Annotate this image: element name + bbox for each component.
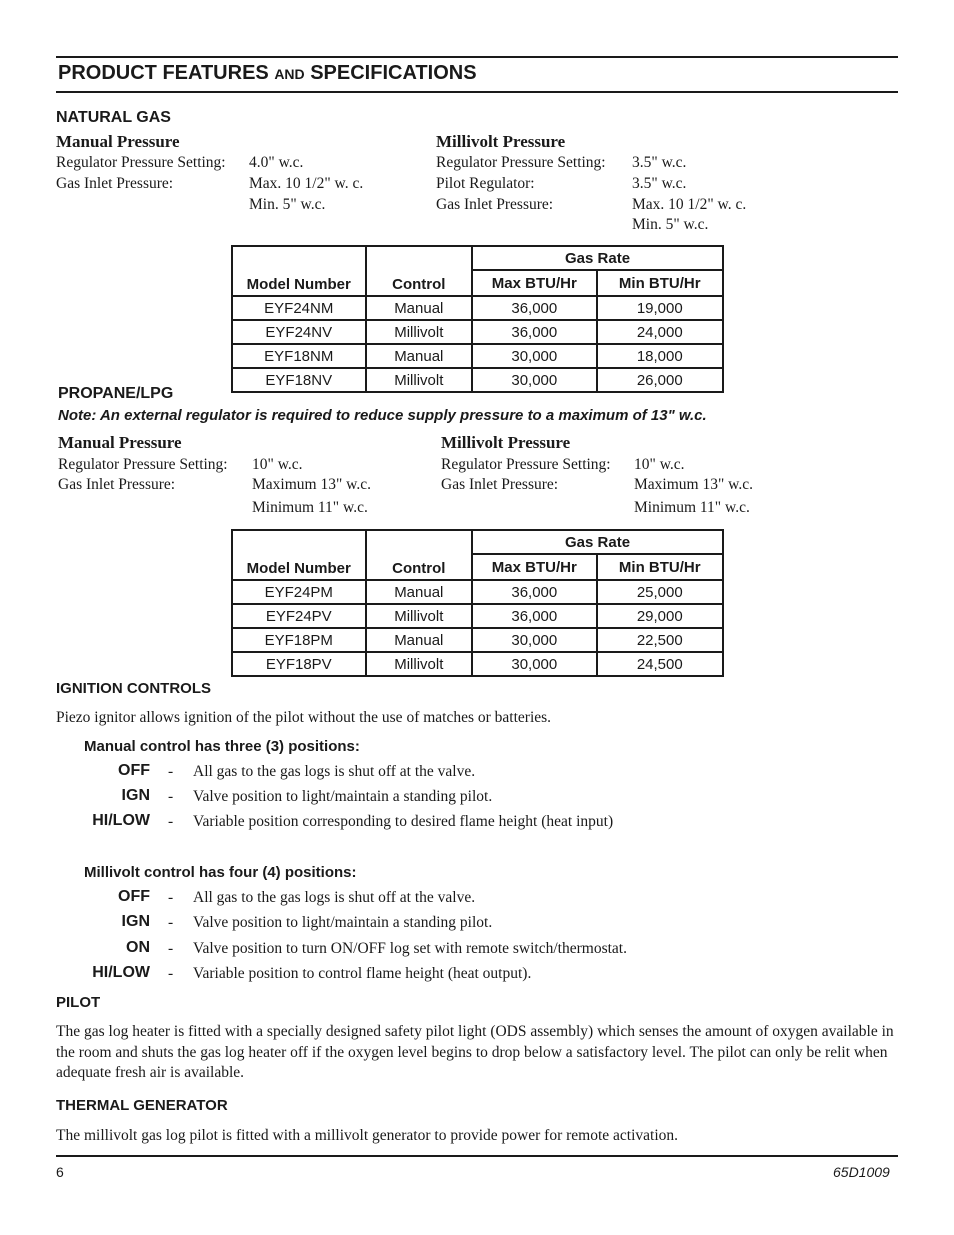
millivolt-control-heading: Millivolt control has four (4) positions: <box>84 864 357 881</box>
position-desc: Variable position to control flame height (heat output). <box>193 965 532 982</box>
ng-millivolt-reg-value: 3.5" w.c. <box>632 154 687 171</box>
col-header-gas-rate: Gas Rate <box>472 530 723 554</box>
col-header-model: Model Number <box>232 246 366 296</box>
top-rule <box>56 56 898 58</box>
lp-millivolt-inlet-min: Minimum 11" w.c. <box>634 499 750 516</box>
pilot-heading: PILOT <box>56 994 101 1011</box>
cell-min: 18,000 <box>597 344 723 368</box>
cell-model: EYF24PM <box>232 580 366 604</box>
table-row <box>232 580 723 604</box>
col-header-max: Max BTU/Hr <box>472 554 596 580</box>
ng-manual-reg-label: Regulator Pressure Setting: <box>56 154 226 171</box>
natural-gas-table <box>231 245 724 393</box>
cell-control: Manual <box>366 296 473 320</box>
cell-model: EYF24NM <box>232 296 366 320</box>
col-header-model: Model Number <box>232 530 366 580</box>
position-dash: - <box>168 889 174 906</box>
cell-max: 36,000 <box>472 296 596 320</box>
footer-rule <box>56 1155 898 1157</box>
lp-manual-inlet-max: Maximum 13" w.c. <box>252 476 371 493</box>
page-number: 6 <box>56 1164 64 1180</box>
lp-manual-reg-label: Regulator Pressure Setting: <box>58 456 228 473</box>
cell-max: 36,000 <box>472 320 596 344</box>
position-dash: - <box>168 914 174 931</box>
cell-control: Millivolt <box>366 320 473 344</box>
cell-model: EYF18NM <box>232 344 366 368</box>
lp-manual-reg-value: 10" w.c. <box>252 456 303 473</box>
position-desc: Valve position to light/maintain a standing pilot. <box>193 788 493 805</box>
position-desc: Variable position corresponding to desired flame height (heat input) <box>193 813 614 830</box>
lp-manual-inlet-min: Minimum 11" w.c. <box>252 499 368 516</box>
lp-manual-inlet-label: Gas Inlet Pressure: <box>58 476 176 493</box>
ignition-intro: Piezo ignitor allows ignition of the pilot without the use of matches or batteries. <box>56 709 552 726</box>
cell-min: 22,500 <box>597 628 723 652</box>
ng-manual-inlet-max: Max. 10 1/2" w. c. <box>249 175 364 192</box>
position-key: IGN <box>121 913 150 930</box>
position-desc: Valve position to turn ON/OFF log set with remote switch/thermostat. <box>193 940 627 957</box>
position-dash: - <box>168 763 174 780</box>
cell-min: 19,000 <box>597 296 723 320</box>
position-key: HI/LOW <box>92 812 150 829</box>
cell-control: Manual <box>366 344 473 368</box>
ng-millivolt-inlet-max: Max. 10 1/2" w. c. <box>632 196 747 213</box>
cell-control: Millivolt <box>366 604 473 628</box>
cell-model: EYF18PM <box>232 628 366 652</box>
cell-max: 36,000 <box>472 604 596 628</box>
table-row <box>232 604 723 628</box>
propane-table <box>231 529 724 677</box>
position-dash: - <box>168 940 174 957</box>
col-header-control: Control <box>366 530 473 580</box>
cell-max: 36,000 <box>472 580 596 604</box>
natural-gas-heading: NATURAL GAS <box>56 109 171 126</box>
col-header-max: Max BTU/Hr <box>472 270 596 296</box>
cell-control: Millivolt <box>366 652 473 676</box>
cell-model: EYF18PV <box>232 652 366 676</box>
position-key: IGN <box>121 787 150 804</box>
col-header-min: Min BTU/Hr <box>597 270 723 296</box>
cell-model: EYF24PV <box>232 604 366 628</box>
ng-millivolt-reg-label: Regulator Pressure Setting: <box>436 154 606 171</box>
table-row <box>232 652 723 676</box>
cell-model: EYF24NV <box>232 320 366 344</box>
cell-control: Manual <box>366 628 473 652</box>
thermal-text: The millivolt gas log pilot is fitted with a millivolt generator to provide power for remote activation. <box>56 1127 679 1144</box>
ng-millivolt-inlet-min: Min. 5" w.c. <box>632 216 709 233</box>
position-key: OFF <box>118 762 150 779</box>
col-header-control: Control <box>366 246 473 296</box>
cell-max: 30,000 <box>472 368 596 392</box>
ng-manual-inlet-label: Gas Inlet Pressure: <box>56 175 174 192</box>
position-key: HI/LOW <box>92 964 150 981</box>
manual-control-heading: Manual control has three (3) positions: <box>84 738 360 755</box>
position-desc: All gas to the gas logs is shut off at the valve. <box>193 763 476 780</box>
table-row <box>232 628 723 652</box>
position-desc: Valve position to light/maintain a standing pilot. <box>193 914 493 931</box>
lp-millivolt-reg-value: 10" w.c. <box>634 456 685 473</box>
cell-min: 25,000 <box>597 580 723 604</box>
lp-millivolt-title: Millivolt Pressure <box>441 433 571 452</box>
ng-millivolt-pilot-value: 3.5" w.c. <box>632 175 687 192</box>
col-header-gas-rate: Gas Rate <box>472 246 723 270</box>
cell-min: 24,500 <box>597 652 723 676</box>
position-dash: - <box>168 813 174 830</box>
lp-millivolt-reg-label: Regulator Pressure Setting: <box>441 456 611 473</box>
table-row <box>232 368 723 392</box>
cell-max: 30,000 <box>472 652 596 676</box>
propane-heading: PROPANE/LPG <box>58 385 174 402</box>
ignition-heading: IGNITION CONTROLS <box>56 680 211 697</box>
ng-millivolt-pilot-label: Pilot Regulator: <box>436 175 535 192</box>
position-key: OFF <box>118 888 150 905</box>
position-desc: All gas to the gas logs is shut off at the valve. <box>193 889 476 906</box>
doc-code: 65D1009 <box>833 1164 890 1180</box>
table-row <box>232 344 723 368</box>
table-row <box>232 296 723 320</box>
cell-max: 30,000 <box>472 344 596 368</box>
pilot-text: The gas log heater is fitted with a specially designed safety pilot light (ODS assembly) which senses the amount of oxygen available in the room and shuts the gas log heater off if the oxygen level begins to drop below a satisfactory level. The pilot can only be relit when adequate fresh air is available. <box>56 1023 894 1081</box>
position-dash: - <box>168 788 174 805</box>
cell-max: 30,000 <box>472 628 596 652</box>
page-title: PRODUCT FEATURES AND SPECIFICATIONS <box>58 62 477 84</box>
cell-min: 24,000 <box>597 320 723 344</box>
cell-model: EYF18NV <box>232 368 366 392</box>
lp-millivolt-inlet-max: Maximum 13" w.c. <box>634 476 753 493</box>
thermal-heading: THERMAL GENERATOR <box>56 1097 228 1114</box>
lp-millivolt-inlet-label: Gas Inlet Pressure: <box>441 476 559 493</box>
cell-control: Manual <box>366 580 473 604</box>
ng-manual-reg-value: 4.0" w.c. <box>249 154 304 171</box>
ng-millivolt-inlet-label: Gas Inlet Pressure: <box>436 196 554 213</box>
ng-manual-inlet-min: Min. 5" w.c. <box>249 196 326 213</box>
position-key: ON <box>126 939 150 956</box>
cell-min: 29,000 <box>597 604 723 628</box>
col-header-min: Min BTU/Hr <box>597 554 723 580</box>
position-dash: - <box>168 965 174 982</box>
propane-note: Note: An external regulator is required to reduce supply pressure to a maximum of 13" w.c. <box>58 407 707 424</box>
cell-control: Millivolt <box>366 368 473 392</box>
table-row <box>232 320 723 344</box>
title-rule <box>56 91 898 93</box>
ng-millivolt-title: Millivolt Pressure <box>436 132 566 151</box>
lp-manual-title: Manual Pressure <box>58 433 182 452</box>
ng-manual-title: Manual Pressure <box>56 132 180 151</box>
cell-min: 26,000 <box>597 368 723 392</box>
